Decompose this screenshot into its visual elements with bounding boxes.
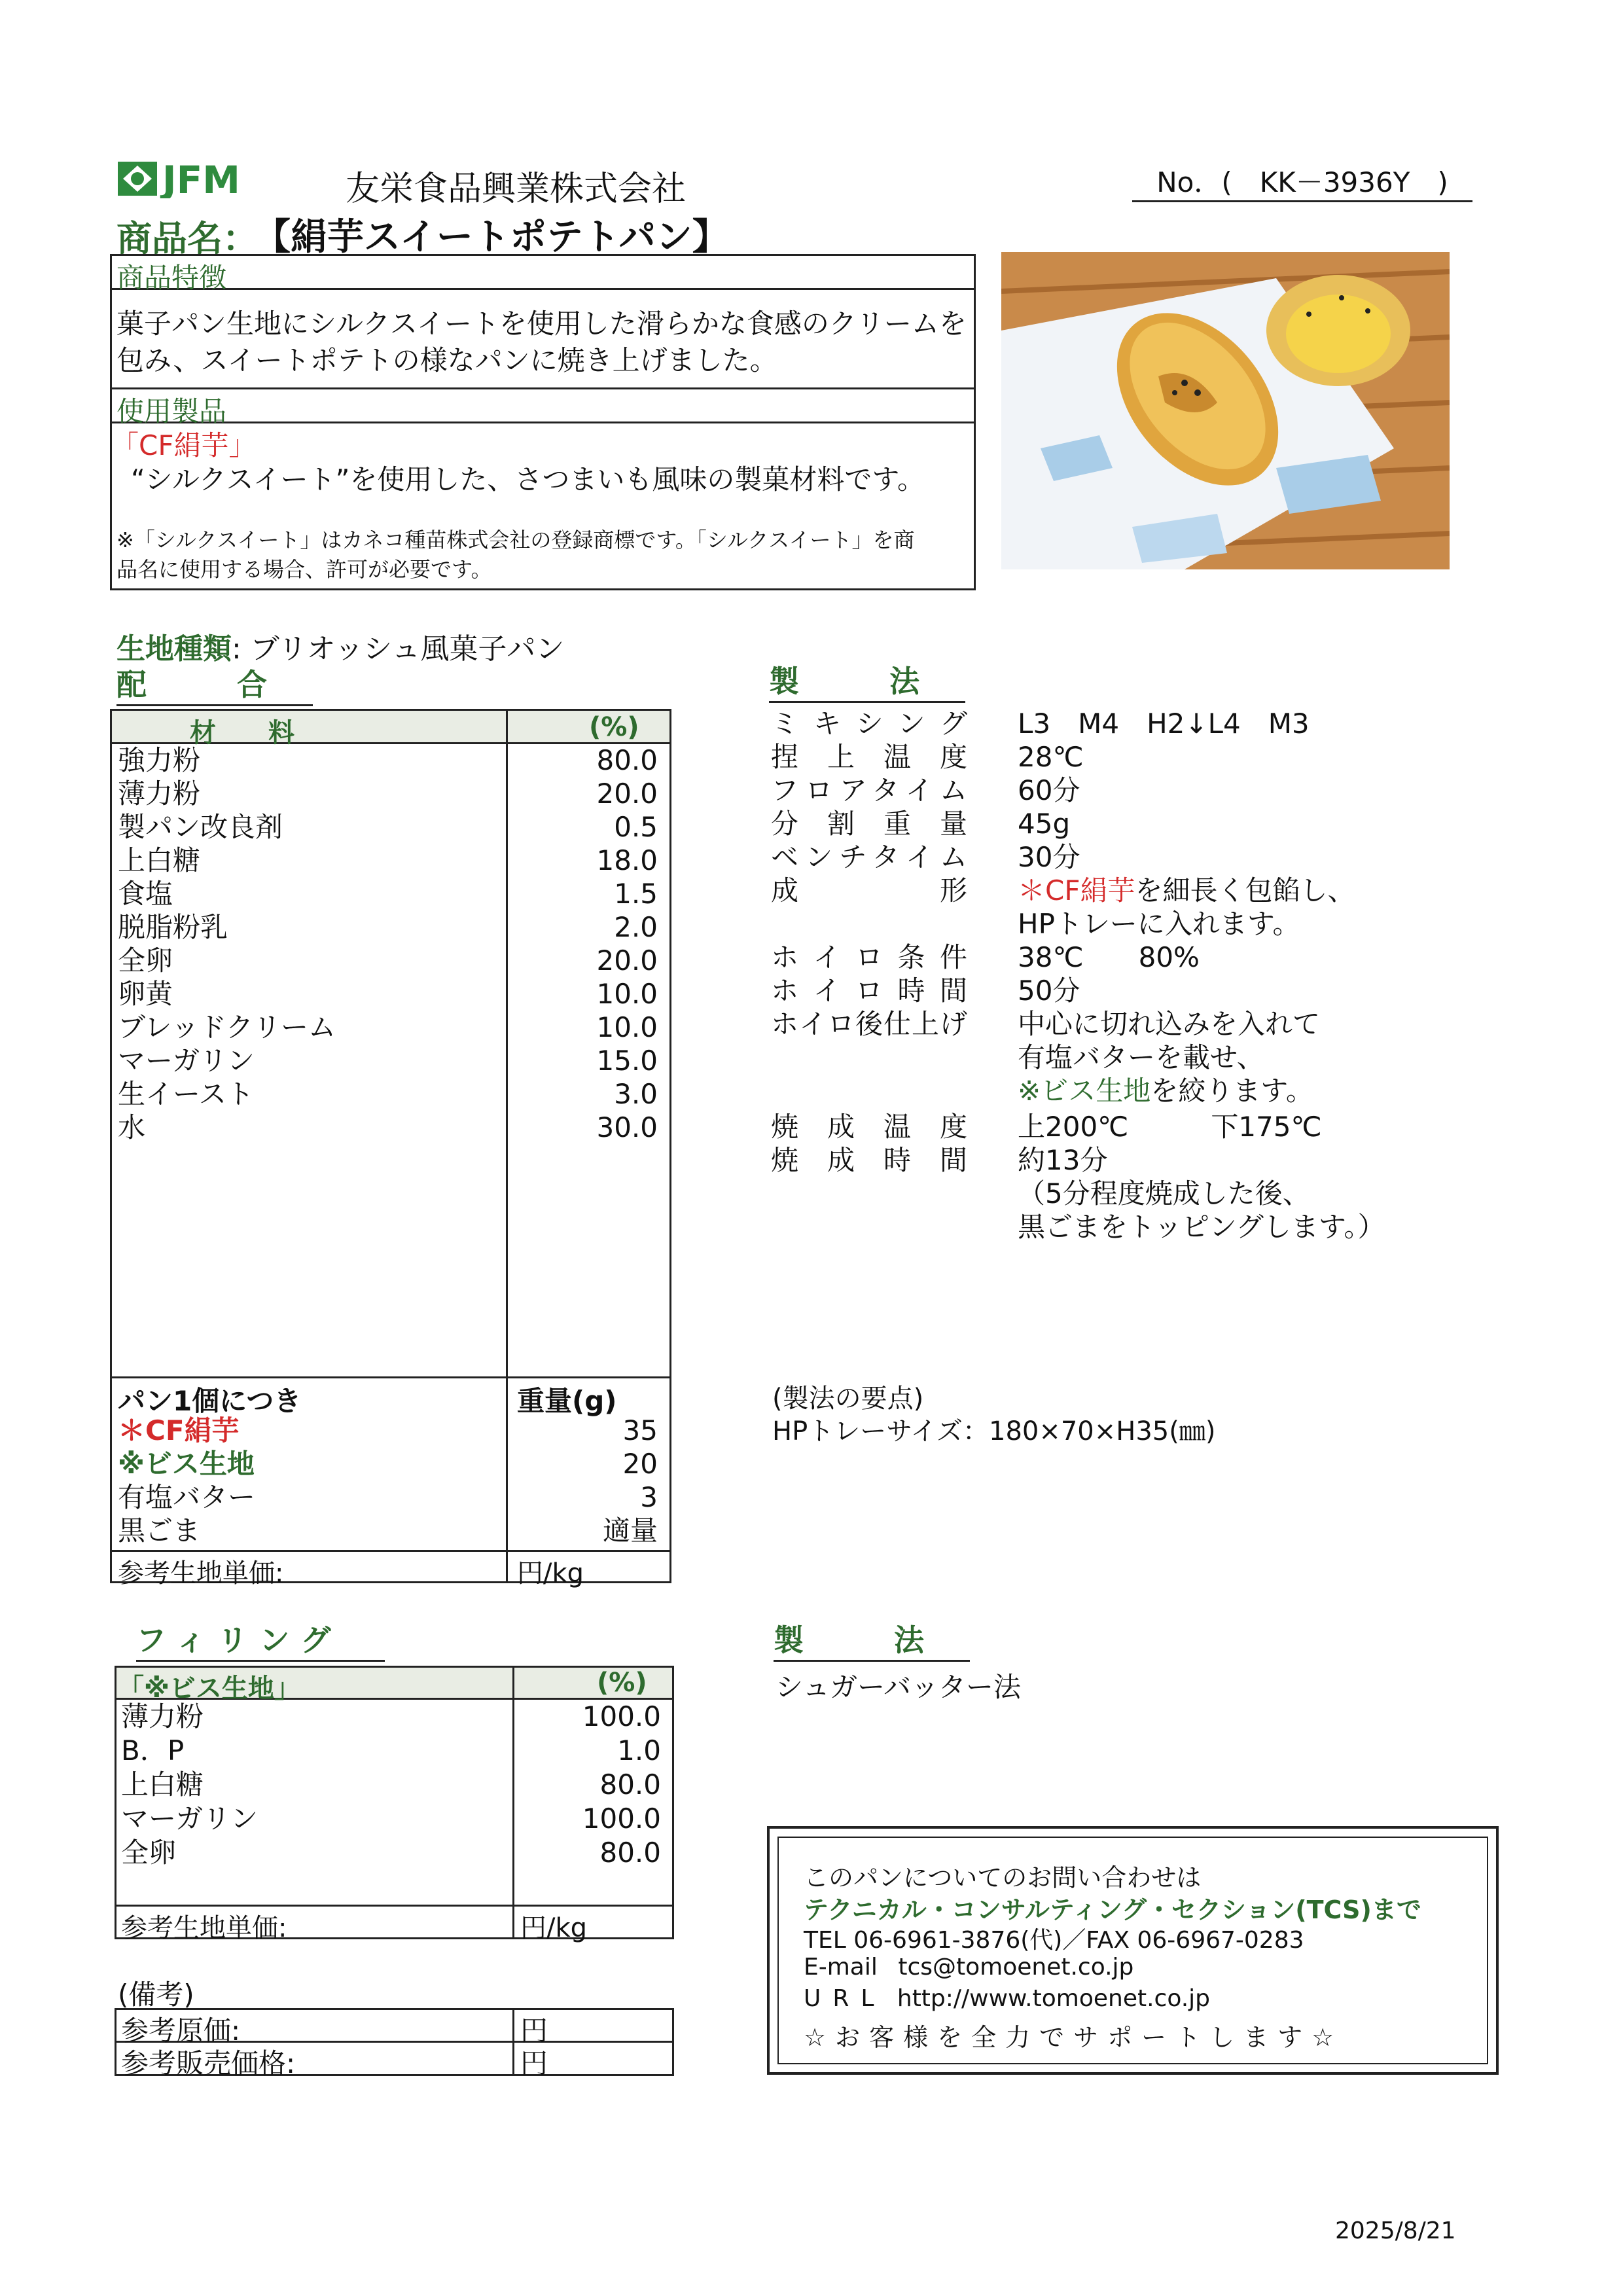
- per-piece-label: パン1個につき: [118, 1385, 302, 1417]
- per-piece-value: 20: [622, 1448, 658, 1480]
- ingredient-name: マーガリン: [118, 1045, 255, 1077]
- method-step-text: HPトレーに入れます。: [1018, 908, 1300, 940]
- products-used-desc: “シルクスイート”を使用した、さつまいも風味の製菓材料です。: [131, 463, 925, 495]
- method-step-value: [1018, 941, 1200, 974]
- method-step-text: 上200℃ 下175℃: [1018, 1111, 1322, 1143]
- product-photo: [1001, 252, 1450, 569]
- filling-ingredient-name: 上白糖: [121, 1768, 204, 1801]
- method-step-value: [1018, 1007, 1320, 1041]
- method-step-value: [1018, 1074, 1313, 1107]
- ingredient-value: 80.0: [596, 744, 658, 776]
- contact-email-row: [804, 1954, 1133, 1981]
- ingredient-name: 製パン改良剤: [118, 811, 283, 843]
- product-label: 商品名：: [116, 218, 258, 259]
- col-material: 材 料: [190, 718, 294, 748]
- method-step-value: [1018, 974, 1080, 1007]
- products-used-heading: 使用製品: [116, 395, 227, 427]
- per-piece-value: 35: [622, 1414, 658, 1446]
- ingredient-value: 18.0: [596, 844, 658, 876]
- method-step-value: [1018, 807, 1070, 840]
- weight-label: 重量(g): [517, 1385, 617, 1417]
- ingredient-name: 生イースト: [118, 1078, 254, 1110]
- document-number: No．( KK－3936Y ): [1132, 161, 1472, 202]
- filling-ingredient-name: マーガリン: [121, 1803, 259, 1835]
- ingredient-value: 0.5: [614, 811, 658, 843]
- contact-line-1: このパンについてのお問い合わせは: [804, 1863, 1202, 1892]
- method-step-text: を絞ります。: [1150, 1075, 1313, 1107]
- filling-ingredient-value: 100.0: [582, 1803, 661, 1835]
- method-step-value: [1018, 874, 1355, 907]
- filling-method-heading: 製 法: [774, 1617, 970, 1662]
- method-step-value: [1018, 774, 1080, 807]
- method-step-value: [1018, 1177, 1310, 1210]
- contact-tel: TEL 06-6961-3876(代)／FAX 06-6967-0283: [804, 1927, 1304, 1954]
- dough-type-label: 生地種類: [116, 632, 232, 666]
- method-step-value: [1018, 907, 1300, 941]
- method-step-text: 黒ごまをトッピングします。）: [1018, 1211, 1385, 1243]
- method-step-label: 焼成温度: [771, 1111, 967, 1143]
- ingredient-value: 10.0: [596, 1011, 658, 1043]
- method-step-label: ミキシング: [771, 708, 967, 740]
- features-heading: 商品特徴: [116, 262, 227, 294]
- filling-ingredient-value: 80.0: [599, 1768, 661, 1801]
- method-step-value: [1018, 740, 1084, 774]
- method-points-heading: (製法の要点): [772, 1384, 924, 1414]
- filling-heading: フィリング: [136, 1617, 385, 1662]
- method-step-text: L3 M4 H2↓L4 M3: [1018, 708, 1310, 740]
- contact-email-label: E-mail: [804, 1954, 878, 1981]
- price-label: 参考販売価格:: [121, 2047, 296, 2079]
- method-step-label: ホイロ後仕上げ: [771, 1008, 967, 1040]
- method-step-label: 焼成時間: [771, 1144, 967, 1176]
- ingredient-name: ブレッドクリーム: [118, 1011, 336, 1043]
- ingredient-value: 1.5: [614, 878, 658, 910]
- per-piece-name: 黒ごま: [118, 1515, 201, 1547]
- filling-ingredient-name: 薄力粉: [121, 1700, 204, 1732]
- logo-text: JFM: [162, 159, 240, 198]
- method-step-text: 約13分: [1018, 1144, 1108, 1176]
- ingredient-value: 10.0: [596, 978, 658, 1010]
- method-step-text: （5分程度焼成した後、: [1018, 1177, 1310, 1210]
- method-step-label: ベンチタイム: [771, 841, 967, 873]
- features-text-2: 包み、スイートポテトの様なパンに焼き上げました。: [116, 344, 777, 376]
- method-step-text: 30分: [1018, 841, 1080, 873]
- filling-unit-price-value: 円/kg: [520, 1913, 588, 1943]
- ingredient-value: 20.0: [596, 778, 658, 810]
- ingredient-name: 脱脂粉乳: [118, 911, 228, 943]
- ingredient-value: 2.0: [614, 911, 658, 943]
- method-step-label: 捏上温度: [771, 741, 967, 773]
- per-piece-name: ※ビス生地: [118, 1448, 255, 1480]
- ingredient-name: 薄力粉: [118, 778, 201, 810]
- contact-email[interactable]: tcs@tomoenet.co.jp: [898, 1954, 1134, 1981]
- method-step-text: 50分: [1018, 975, 1080, 1007]
- method-step-text: 45g: [1018, 808, 1071, 840]
- dough-unit-price-label: 参考生地単価:: [118, 1558, 284, 1588]
- method-step-value: [1018, 1110, 1322, 1143]
- price-value: 円: [520, 2047, 548, 2079]
- recipe-heading: 配 合: [116, 661, 313, 706]
- dough-type-value: : ブリオッシュ風菓子パン: [232, 632, 565, 666]
- per-piece-value: 適量: [602, 1515, 658, 1547]
- ingredient-name: 水: [118, 1111, 146, 1143]
- contact-slogan: ☆お客様を全力でサポートします☆: [804, 2023, 1344, 2052]
- ingredient-name: 強力粉: [118, 744, 201, 776]
- method-step-value: [1018, 840, 1080, 874]
- ingredient-name: 全卵: [118, 944, 173, 977]
- dough-unit-price-value: 円/kg: [517, 1558, 584, 1588]
- remarks-heading: (備考): [118, 1979, 194, 2011]
- ingredient-value: 3.0: [614, 1078, 658, 1110]
- method-step-highlight: ＊CF絹芋: [1018, 874, 1135, 906]
- filling-col-material: 「※ビス生地」: [118, 1674, 300, 1704]
- ingredient-name: 食塩: [118, 878, 173, 910]
- method-step-label: フロアタイム: [771, 774, 967, 806]
- trademark-note-1: ※「シルクスイート」はカネコ種苗株式会社の登録商標です。「シルクスイート」を商: [116, 528, 915, 552]
- cost-value: 円: [520, 2015, 548, 2047]
- method-step-text: 60分: [1018, 774, 1080, 806]
- contact-url-label: URL: [804, 1985, 886, 2012]
- filling-ingredient-value: 1.0: [617, 1734, 661, 1767]
- method-step-highlight: ※ビス生地: [1018, 1075, 1151, 1107]
- trademark-note-2: 品名に使用する場合、許可が必要です。: [116, 557, 492, 582]
- method-step-label: ホイロ時間: [771, 975, 967, 1007]
- ingredient-value: 20.0: [596, 944, 658, 977]
- method-step-value: [1018, 1143, 1107, 1177]
- col-percent: (%): [589, 712, 639, 742]
- ingredient-value: 30.0: [596, 1111, 658, 1143]
- method-step-text: 有塩バターを載せ、: [1018, 1041, 1264, 1073]
- cost-label: 参考原価:: [121, 2015, 241, 2047]
- contact-url-row: [804, 1985, 1210, 2012]
- method-step-text: 28℃: [1018, 741, 1084, 773]
- filling-ingredient-value: 100.0: [582, 1700, 661, 1732]
- method-points-text: HPトレーサイズ：180×70×H35(㎜): [772, 1416, 1216, 1446]
- method-step-label: ホイロ条件: [771, 941, 967, 973]
- filling-unit-price-label: 参考生地単価:: [121, 1913, 287, 1943]
- contact-line-2: テクニカル・コンサルティング・セクション(TCS)まで: [804, 1895, 1421, 1924]
- per-piece-name: ＊CF絹芋: [118, 1414, 240, 1446]
- filling-method-text: シュガーバッター法: [776, 1671, 1022, 1703]
- filling-ingredient-name: B．P: [121, 1734, 185, 1767]
- contact-url[interactable]: http://www.tomoenet.co.jp: [897, 1985, 1211, 2012]
- print-date: 2025/8/21: [1335, 2217, 1456, 2244]
- filling-ingredient-value: 80.0: [599, 1837, 661, 1869]
- per-piece-value: 3: [640, 1481, 658, 1513]
- ingredient-name: 卵黄: [118, 978, 173, 1010]
- ingredient-name: 上白糖: [118, 844, 201, 876]
- method-step-value: [1018, 707, 1310, 740]
- per-piece-name: 有塩バター: [118, 1481, 256, 1513]
- method-step-text: 中心に切れ込みを入れて: [1018, 1008, 1321, 1040]
- features-text-1: 菓子パン生地にシルクスイートを使用した滑らかな食感のクリームを: [116, 308, 967, 340]
- method-step-label: 成 形: [771, 874, 967, 906]
- filling-ingredient-name: 全卵: [121, 1837, 177, 1869]
- method-heading: 製 法: [769, 658, 965, 703]
- method-step-text: を細長く包餡し、: [1135, 874, 1355, 906]
- method-step-text: 38℃ 80%: [1018, 941, 1200, 973]
- ingredient-value: 15.0: [596, 1045, 658, 1077]
- products-used-name: 「CF絹芋」: [111, 429, 257, 461]
- filling-col-percent: (%): [597, 1668, 647, 1698]
- product-name: 【絹芋スイートポテトパン】: [254, 216, 729, 259]
- company-name: 友栄食品興業株式会社: [346, 170, 687, 209]
- method-step-value: [1018, 1210, 1385, 1244]
- company-logo: [118, 159, 289, 198]
- method-step-label: 分割重量: [771, 808, 967, 840]
- method-step-value: [1018, 1041, 1264, 1074]
